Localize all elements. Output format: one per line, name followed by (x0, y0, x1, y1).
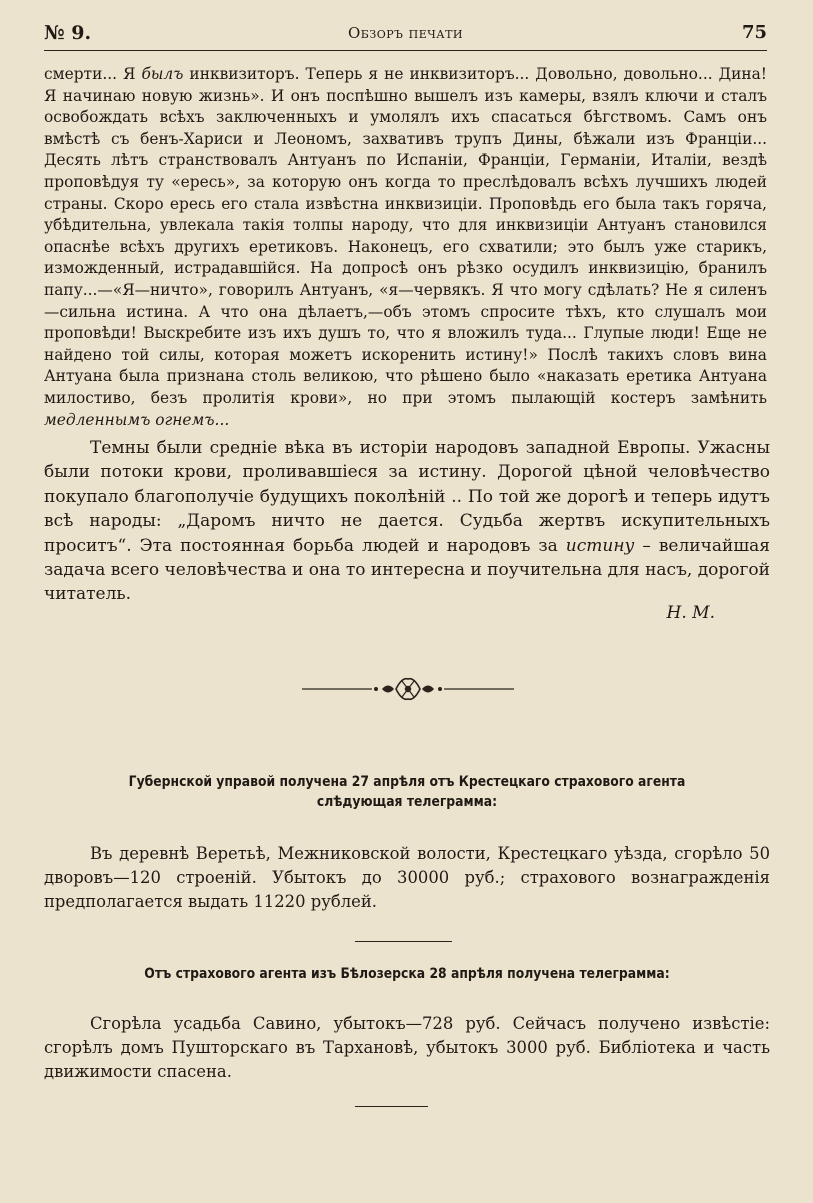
ornament-divider-icon (302, 676, 514, 702)
text-run: инквизиторъ. Теперь я не инквизиторъ... Довольно, довольно... Дина! Я начинаю новую жизнь». И онъ поспѣшно вышелъ изъ камеры, взялъ ключи и сталъ освобождать всѣхъ заключенныхъ и умолялъ ихъ спасаться бѣгствомъ. Самъ онъ вмѣстѣ съ бенъ-Хариси и Леономъ, захвативъ трупъ Дины, бѣжали изъ Франціи... Десять лѣтъ странствовалъ Антуанъ по Испаніи, Франціи, Германіи, Италіи, вездѣ проповѣдуя ту «ересь», за которую онъ когда то преслѣдовалъ всѣхъ лучшихъ людей страны. Скоро ересь его стала извѣстна инквизиціи. Проповѣдь его была такъ горяча, убѣдительна, увлекала такія толпы народу, что для инквизиціи Антуанъ становился опаснѣе всѣхъ другихъ еретиковъ. Наконецъ, его схватили; это былъ уже старикъ, изможденный, истрадавшійся. На допросѣ онъ рѣзко осудилъ инквизицію, бранилъ папу...—«Я—ничто», говорилъ Антуанъ, «я—червякъ. Я что могу сдѣлать? Не я силенъ—сильна истина. А что она дѣлаетъ,—объ этомъ спросите тѣхъ, кто слушалъ мои проповѣди! Выскребите изъ ихъ душъ то, что я вложилъ туда... Глупые люди! Еще не найдено той силы, которая можетъ искоренить истину!» Послѣ такихъ словъ вина Антуана была признана столь великою, что рѣшено было «наказать еретика Антуана милостиво, безъ пролитія крови», но при этомъ пылающій костеръ замѣнить (44, 65, 767, 407)
conclusion-paragraph (44, 436, 770, 607)
emphasis: былъ (141, 65, 184, 83)
author-signature: Н. М. (666, 603, 715, 623)
issue-number: № 9. (44, 22, 92, 44)
emphasis: истину (565, 535, 635, 556)
running-header (44, 22, 767, 48)
text-run: смерти... Я (44, 65, 142, 83)
text-run: Темны были средніе вѣка въ исторіи народовъ западной Европы. Ужасны были потоки крови, проливавшіеся за истину. Дорогой цѣной человѣчество покупало благополучіе будущихъ поколѣній .. По той же дорогѣ и теперь идутъ всѣ народы: „Даромъ ничто не дается. Судьба жертвъ искупительныхъ проситъ“. Эта постоянная борьба людей и народовъ за (44, 438, 770, 556)
article-paragraph (44, 64, 767, 431)
section-divider (355, 941, 452, 942)
article-conclusion (44, 436, 770, 607)
announcement-text: Въ деревнѣ Веретьѣ, Межниковской волости, Крестецкаго уѣзда, сгорѣло 50 дворовъ—120 строеній. Убытокъ до 30000 руб.; страхового вознагражденія предполагается выдать 11220 рублей. (44, 844, 770, 911)
announcement-body (44, 842, 770, 914)
header-rule (44, 50, 767, 51)
section-title: Обзоръ печати (347, 24, 464, 42)
text-run: – величайшая задача всего человѣчества и она то интересна и поучительна для насъ, дорогой читатель. (44, 535, 770, 605)
announcement-text: Сгорѣла усадьба Савино, убытокъ—728 руб. Сейчасъ получено извѣстіе: сгорѣлъ домъ Пушторскаго въ Тархановѣ, убытокъ 3000 руб. Библіотека и часть движимости спасена. (44, 1014, 770, 1081)
announcement-heading: Отъ страхового агента изъ Бѣлозерска 28 апрѣля получена телеграмма: (144, 966, 670, 982)
article-continuation (44, 64, 767, 431)
end-divider (355, 1106, 428, 1107)
announcement-body (44, 1012, 770, 1084)
emphasis: медленнымъ огнемъ... (44, 410, 230, 429)
page-number: 75 (741, 22, 767, 43)
announcement-heading: Губернской управой получена 27 апрѣля отъ Крестецкаго страхового агента слѣдующая телеграмма: (128, 774, 686, 810)
